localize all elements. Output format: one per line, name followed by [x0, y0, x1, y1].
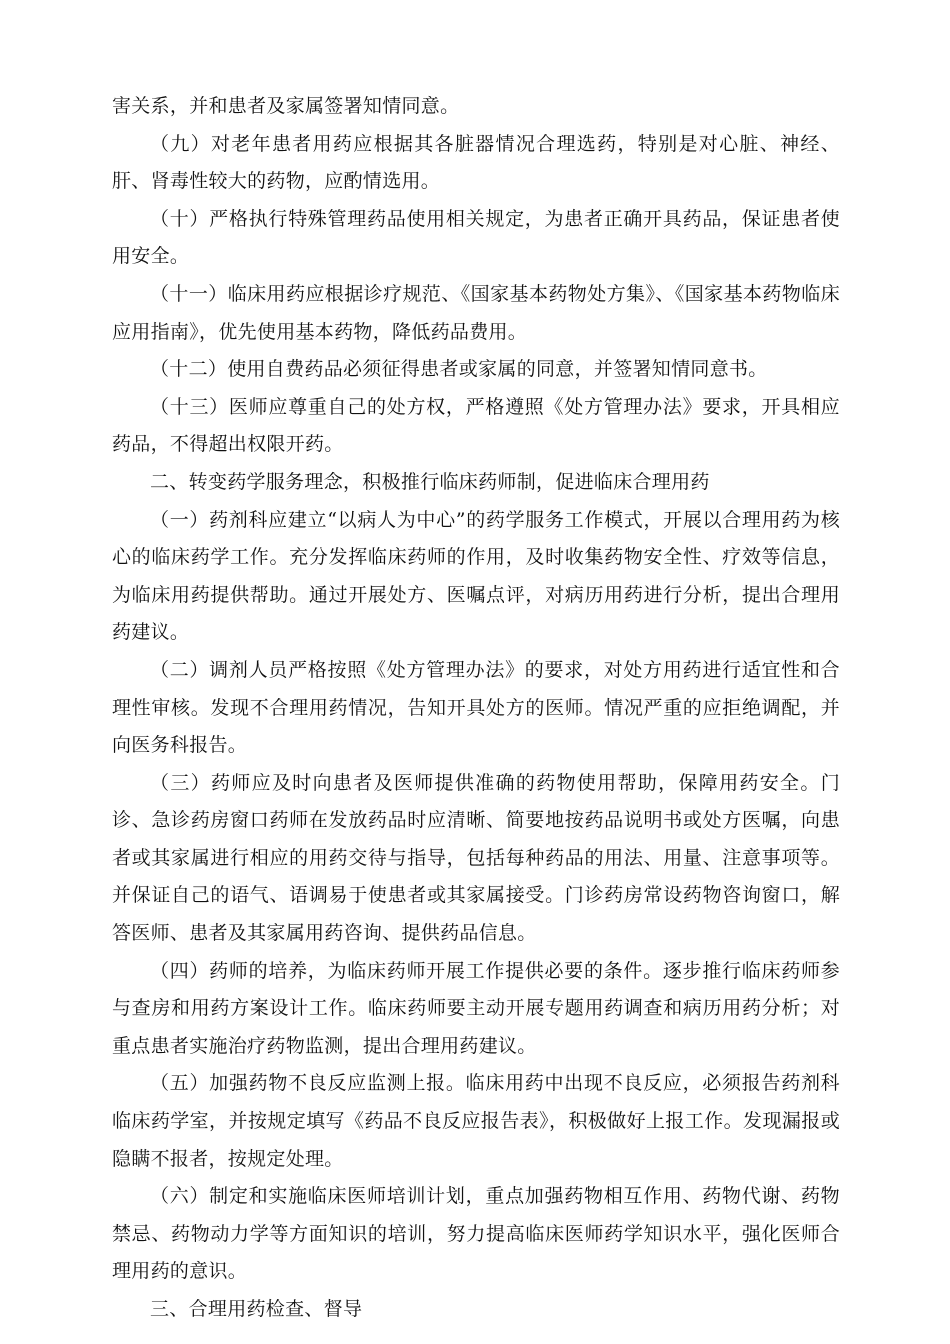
section-heading-2: 二、转变药学服务理念，积极推行临床药师制，促进临床合理用药 — [150, 470, 710, 493]
paragraph-section2-item-5: （五）加强药物不良反应监测上报。临床用药中出现不良反应，必须报告药剂科临床药学室，并按规定填写《药品不良反应报告表》，积极做好上报工作。发现漏报或隐瞒不报者，按规定处理。 — [112, 1072, 840, 1170]
paragraph-section2-item-2: （二）调剂人员严格按照《处方管理办法》的要求，对处方用药进行适宜性和合理性审核。发现不合理用药情况，告知开具处方的医师。情况严重的应拒绝调配，并向医务科报告。 — [112, 658, 840, 757]
paragraph-section2-item-4: （四）药师的培养，为临床药师开展工作提供必要的条件。逐步推行临床药师参与查房和用药方案设计工作。临床药师要主动开展专题用药调查和病历用药分析；对重点患者实施治疗药物监测，提出合理用药建议。 — [112, 959, 840, 1057]
document-body — [112, 88, 840, 1329]
paragraph-item-10: （十）严格执行特殊管理药品使用相关规定，为患者正确开具药品，保证患者使用安全。 — [112, 207, 840, 268]
paragraph-section2-item-3: （三）药师应及时向患者及医师提供准确的药物使用帮助，保障用药安全。门诊、急诊药房窗口药师在发放药品时应清晰、简要地按药品说明书或处方医嘱，向患者或其家属进行相应的用药交待与指导，包括每种药品的用法、用量、注意事项等。并保证自己的语气、语调易于使患者或其家属接受。门诊药房常设药物咨询窗口，解答医师、患者及其家属用药咨询、提供药品信息。 — [112, 771, 840, 945]
paragraph-item-12: （十二）使用自费药品必须征得患者或家属的同意，并签署知情同意书。 — [150, 358, 768, 381]
section-heading-3: 三、合理用药检查、督导 — [150, 1298, 363, 1320]
paragraph-item-9: （九）对老年患者用药应根据其各脏器情况合理选药，特别是对心脏、神经、肝、肾毒性较大的药物，应酌情选用。 — [112, 132, 840, 193]
paragraph-continuation: 害关系，并和患者及家属签署知情同意。 — [112, 95, 460, 117]
paragraph-section2-item-6: （六）制定和实施临床医师培训计划，重点加强药物相互作用、药物代谢、药物禁忌、药物动力学等方面知识的培训，努力提高临床医师药学知识水平，强化医师合理用药的意识。 — [112, 1185, 840, 1283]
paragraph-section2-item-1: （一）药剂科应建立“以病人为中心”的药学服务工作模式，开展以合理用药为核心的临床药学工作。充分发挥临床药师的作用，及时收集药物安全性、疗效等信息，为临床用药提供帮助。通过开展处方、医嘱点评，对病历用药进行分析，提出合理用药建议。 — [112, 508, 840, 644]
paragraph-item-11: （十一）临床用药应根据诊疗规范、《国家基本药物处方集》、《国家基本药物临床应用指南》，优先使用基本药物，降低药品费用。 — [112, 282, 840, 343]
paragraph-item-13: （十三）医师应尊重自己的处方权，严格遵照《处方管理办法》要求，开具相应药品，不得超出权限开药。 — [112, 395, 840, 456]
